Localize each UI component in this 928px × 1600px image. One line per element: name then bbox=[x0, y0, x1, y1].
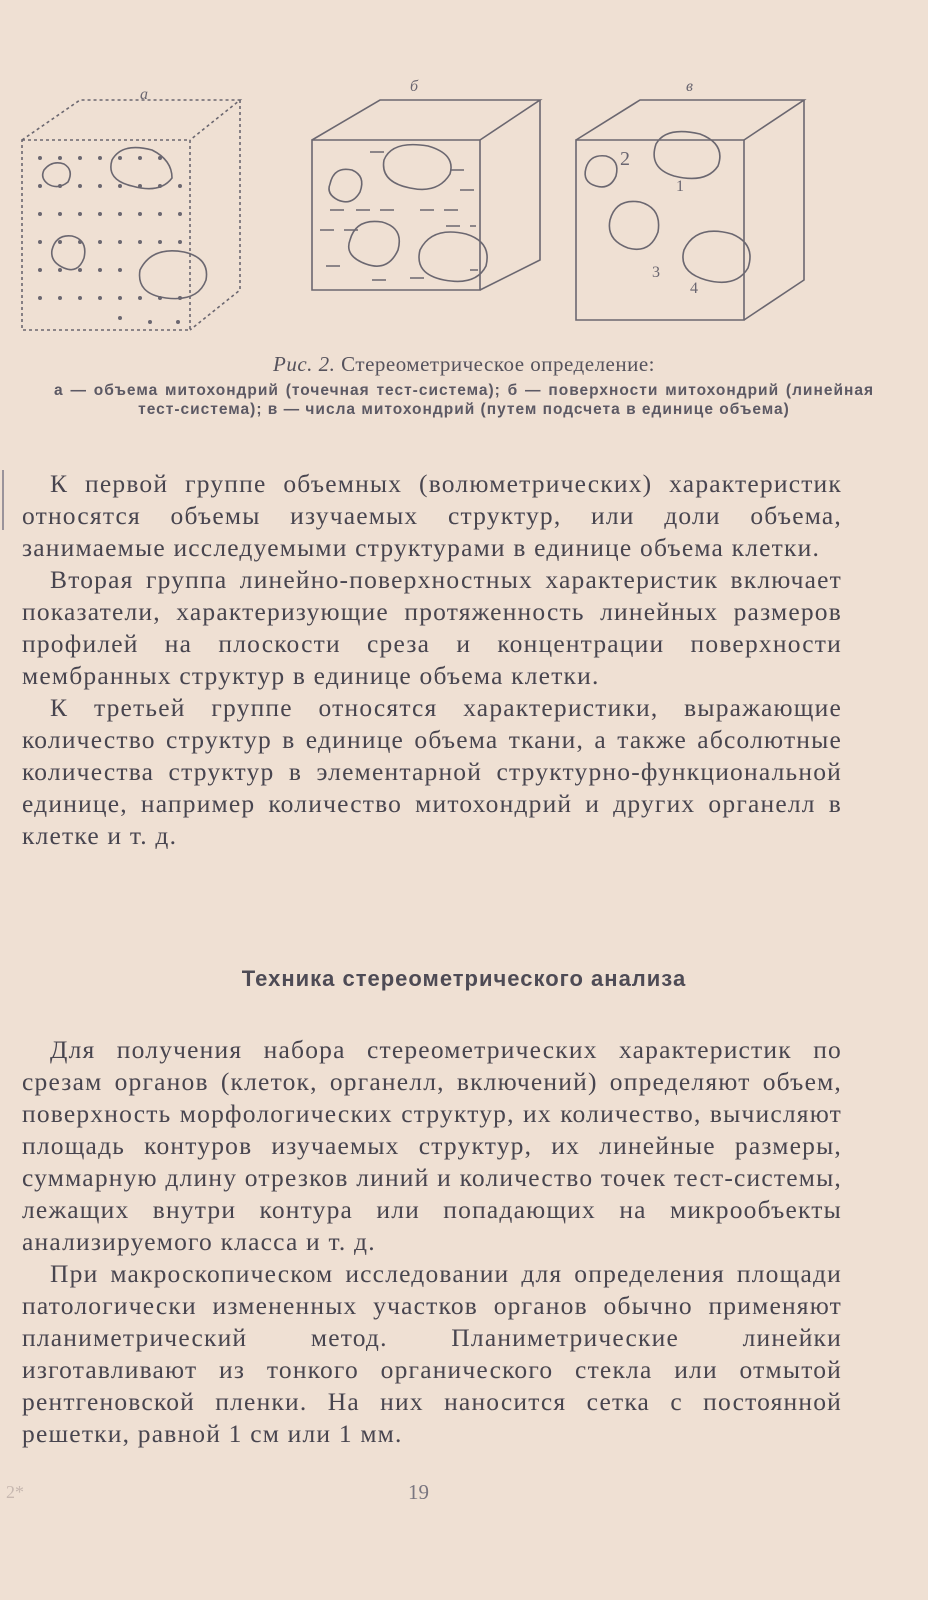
paragraph-planimetry: При макроскопическом исследовании для определения площади патологически измененных участков органов обычно применяют планиметрический метод. Планиметрические линейки изготавливают из тонкого органического стекла или отмытой рентгеновской пленки. На них наносится сетка с постоянной решетки, равной 1 см или 1 мм. bbox=[22, 1259, 842, 1448]
caption-body: а — объема митохондрий (точечная тест-система); б — поверхности митохондрий (линейная тест-система); в — числа митохондрий (путем подсчета в единице объема) bbox=[54, 382, 874, 418]
paragraph-technique: Для получения набора стереометрических характеристик по срезам органов (клеток, органелл, включений) определяют объем, поверхность морфологических структур, их количество, вычисляют площадь контуров изучаемых структур, их линейные размеры, суммарную длину отрезков линий и количество точек тест-системы, лежащих внутри контура или попадающих на микрообъекты анализируемого класса и т. д. bbox=[22, 1035, 842, 1256]
paragraph-numeric: К третьей группе относятся характеристики, выражающие количество структур в единице объема ткани, а также абсолютные количества структур в элементарной структурно-функциональной единице, например количество митохондрий и других органелл в клетке и т. д. bbox=[22, 693, 842, 850]
block-a-point-test-system bbox=[22, 100, 240, 330]
caption-title-text: Стереометрическое определение: bbox=[341, 352, 655, 376]
block-a-dots bbox=[38, 156, 182, 324]
figure-label-b: б bbox=[410, 78, 419, 95]
page-edge-shadow bbox=[2, 470, 4, 530]
figure-number-2: 2 bbox=[620, 148, 630, 170]
figure-drawing bbox=[0, 60, 928, 360]
figure-label-v: в bbox=[686, 78, 693, 95]
paragraph-linear-surface: Вторая группа линейно-поверхностных характеристик включает показатели, характеризующие протяженность линейных размеров профилей на плоскости среза и концентрации поверхности мембранных структур в единице объема клетки. bbox=[22, 565, 842, 690]
section-heading: Техника стереометрического анализа bbox=[241, 966, 687, 991]
figure-caption bbox=[0, 352, 928, 419]
figure-stereometry bbox=[0, 60, 928, 360]
figure-label-a: а bbox=[140, 86, 148, 103]
folio-signature-mark: 2* bbox=[6, 1482, 24, 1502]
figure-number-4: 4 bbox=[690, 280, 698, 297]
section-paragraphs bbox=[22, 1034, 842, 1450]
block-b-line-test-system bbox=[312, 100, 540, 290]
body-paragraphs bbox=[22, 468, 842, 852]
figure-number-1: 1 bbox=[676, 178, 684, 195]
caption-title bbox=[0, 352, 928, 377]
page-number: 19 bbox=[408, 1480, 429, 1504]
caption-prefix: Рис. 2. bbox=[273, 352, 336, 376]
paragraph-volumetric: К первой группе объемных (волюметрических) характеристик относятся объемы изучаемых структур, или доли объема, занимаемые исследуемыми структурами в единице объема клетки. bbox=[22, 469, 842, 562]
figure-number-3: 3 bbox=[652, 264, 660, 281]
